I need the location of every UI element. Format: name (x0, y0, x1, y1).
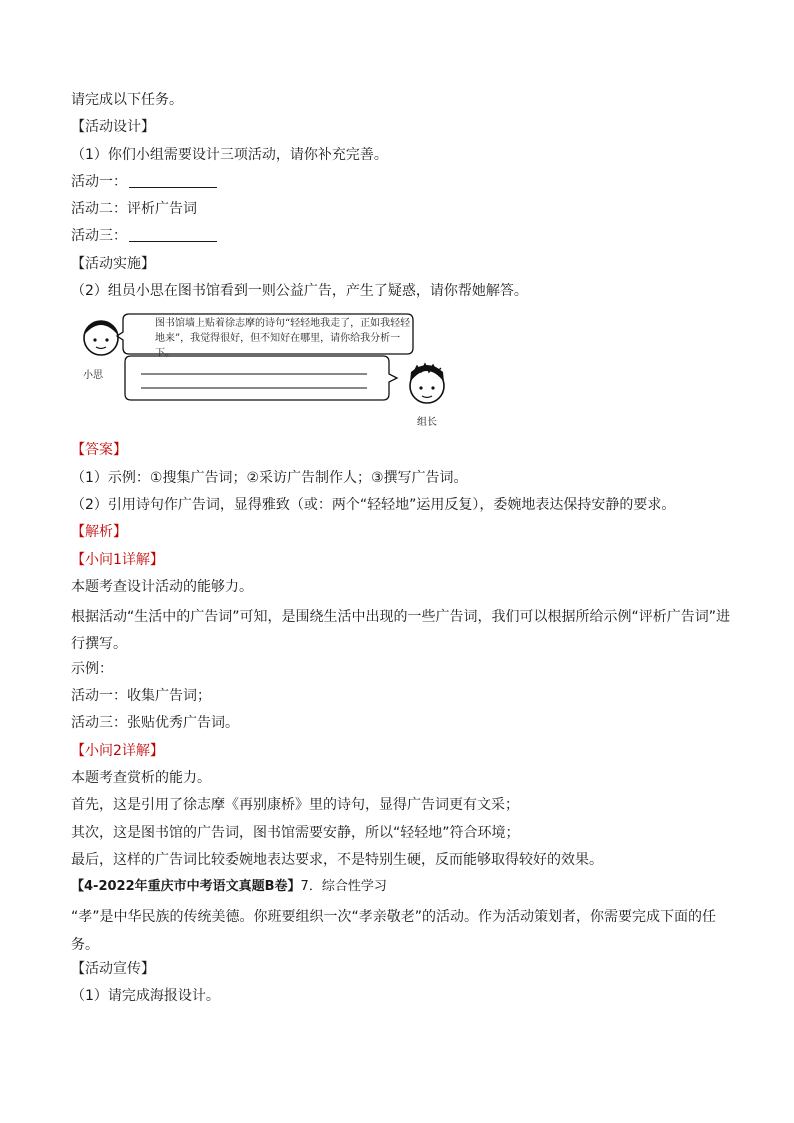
speech-bubble-bottom (125, 356, 397, 400)
bubble-line-2: 地来”，我觉得很好，但不知好在哪里，请你给我分析一下。 (155, 333, 401, 360)
detail-1-line-3: 示例： (71, 660, 113, 677)
detail-2-line-2: 首先，这是引用了徐志摩《再别康桥》里的诗句，显得广告词更有文采； (71, 797, 519, 814)
next-question-source: 【4-2022年重庆市中考语文真题B卷】 (71, 879, 301, 895)
comic-bubble-text (155, 316, 417, 361)
next-question-title: 7．综合性学习 (300, 879, 387, 895)
analysis-heading: 【解析】 (71, 524, 127, 541)
promo-question-1: （1）请完成海报设计。 (71, 988, 220, 1005)
activity-2-line: 活动二：评析广告词 (71, 201, 197, 218)
question-1: （1）你们小组需要设计三项活动，请你补充完善。 (71, 146, 388, 163)
activity-1-blank (129, 173, 217, 188)
bubble-line-1: 图书馆墙上贴着徐志摩的诗句“轻轻地我走了，正如我轻轻 (155, 318, 411, 330)
activity-3-blank (129, 227, 217, 242)
detail-1-heading: 【小问1详解】 (71, 551, 164, 568)
activity-1-label: 活动一： (71, 173, 127, 190)
detail-1-line-2: 根据活动“生活中的广告词”可知，是围绕生活中出现的一些广告词，我们可以根据所给示例“评析广告词”进行撰写。 (71, 609, 731, 653)
zuzhang-label: 组长 (417, 417, 437, 429)
detail-1-line-4: 活动一：收集广告词； (71, 688, 211, 705)
implement-heading: 【活动实施】 (71, 255, 155, 272)
next-question-header (71, 877, 731, 904)
document-page (71, 90, 731, 1014)
design-heading: 【活动设计】 (71, 119, 155, 136)
zuzhang-figure-icon (410, 364, 444, 403)
activity-1-line (71, 172, 731, 199)
detail-2-line-4: 最后，这样的广告词比较委婉地表达要求，不是特别生硬，反而能够取得较好的效果。 (71, 851, 603, 868)
activity-3-label: 活动三： (71, 228, 127, 245)
question-2: （2）组员小思在图书馆看到一则公益广告，产生了疑惑，请你帮她解答。 (71, 283, 528, 300)
detail-1-line-1: 本题考查设计活动的能够力。 (71, 578, 253, 595)
comic-illustration (71, 310, 731, 430)
detail-2-heading: 【小问2详解】 (71, 742, 164, 759)
xiaosi-label: 小思 (83, 370, 103, 382)
answer-heading: 【答案】 (71, 442, 127, 459)
detail-2-line-3: 其次，这是图书馆的广告词，图书馆需要安静，所以“轻轻地”符合环境； (71, 824, 520, 841)
answer-1: （1）示例：①搜集广告词；②采访广告制作人；③撰写广告词。 (71, 469, 468, 486)
answer-2: （2）引用诗句作广告词，显得雅致（或：两个“轻轻地”运用反复），委婉地表达保持安静的要求。 (71, 496, 676, 513)
promo-heading: 【活动宣传】 (71, 961, 155, 978)
next-question-intro: “孝”是中华民族的传统美德。你班要组织一次“孝亲敬老”的活动。作为活动策划者，你需要完成下面的任务。 (71, 909, 717, 953)
intro-text: 请完成以下任务。 (71, 92, 183, 108)
activity-3-line (71, 226, 731, 253)
detail-1-line-5: 活动三：张贴优秀广告词。 (71, 715, 239, 732)
detail-2-line-1: 本题考查赏析的能力。 (71, 769, 211, 786)
xiaosi-figure-icon (84, 321, 118, 355)
